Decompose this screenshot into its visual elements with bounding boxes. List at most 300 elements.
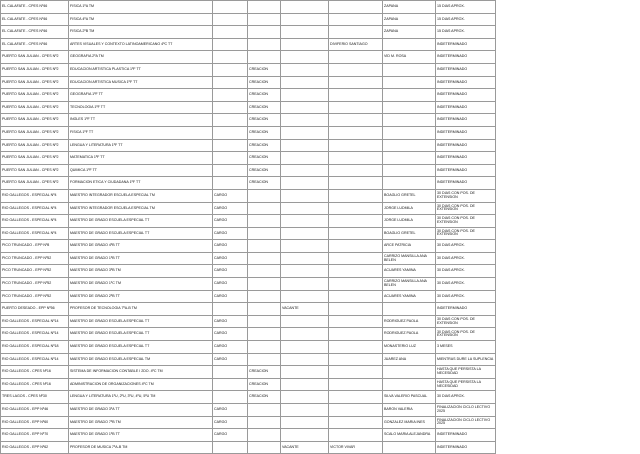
holder-cell [329,126,383,139]
school-cell: RIO GALLEGOS - ESPECIAL Nº4 [1,189,69,202]
table-body [1,1,496,454]
creation-cell [248,1,281,14]
vacancy-cell [281,26,329,39]
type-cell [213,164,248,177]
vacancy-cell [281,240,329,253]
duration-cell: 15 DIAS APROX. [436,1,496,14]
subject-cell: SISTEMA DE INFORMACION CONTABLE I 2DO. 4ºC TM [69,366,213,379]
holder-cell [329,416,383,429]
subject-cell: MAESTRO DE GRADO ESCUELA ESPECIAL TM [69,353,213,366]
type-cell [213,139,248,152]
duration-cell: 30 DIAS APROX. [436,278,496,291]
table-row [1,404,496,417]
holder-cell [329,341,383,354]
vacancy-cell [281,114,329,127]
school-cell: RIO GALLEGOS - ESPECIAL Nº14 [1,315,69,328]
subject-cell: MAESTRO DE GRADO 1ºB TT [69,429,213,442]
vacancy-cell [281,227,329,240]
holder-cell [329,89,383,102]
type-cell: CARGO [213,290,248,303]
school-cell: RIO GALLEGOS - CPES Nº16 [1,366,69,379]
subject-cell: MATEMATICA 1ºF TT [69,152,213,165]
duration-cell: 3 MESES [436,341,496,354]
table-row [1,89,496,102]
table-row [1,366,496,379]
type-cell: CARGO [213,416,248,429]
creation-cell: CREACION [248,391,281,404]
subject-cell: QUIMICA 1ºF TT [69,164,213,177]
table-row [1,278,496,291]
type-cell [213,391,248,404]
vacancy-cell [281,278,329,291]
creation-cell [248,189,281,202]
substitute-cell [383,63,436,76]
school-cell: PICO TRUNCADO - EPP Nº52 [1,265,69,278]
table-row [1,252,496,265]
duration-cell: INDETERMINADO [436,441,496,454]
type-cell [213,114,248,127]
type-cell [213,441,248,454]
school-cell: RIO GALLEGOS - CPES Nº16 [1,378,69,391]
type-cell [213,366,248,379]
creation-cell [248,328,281,341]
vacancy-cell [281,152,329,165]
vacancy-cell [281,202,329,215]
substitute-cell: CARRIZO MANSILLA ANA BELEN [383,278,436,291]
type-cell [213,89,248,102]
holder-cell [329,114,383,127]
vacancy-cell [281,164,329,177]
subject-cell: FISICA 1ºA TM [69,1,213,14]
subject-cell: PROFESOR DE MUSICA 7ºA-B TM [69,441,213,454]
holder-cell [329,290,383,303]
table-row [1,76,496,89]
table-row [1,114,496,127]
duration-cell: 30 DIAS CON POS. DE EXTENSION [436,215,496,228]
substitute-cell: ZAPANA [383,13,436,26]
type-cell: CARGO [213,189,248,202]
table-row [1,328,496,341]
subject-cell: MAESTRO INTEGRADOR ESCUELA ESPECIAL TM [69,189,213,202]
creation-cell: CREACION [248,63,281,76]
type-cell [213,26,248,39]
creation-cell: CREACION [248,366,281,379]
duration-cell: INDETERMINADO [436,38,496,51]
creation-cell: CREACION [248,101,281,114]
creation-cell [248,252,281,265]
substitute-cell: JUAREZ ANA [383,353,436,366]
substitute-cell: BARON VALERIA [383,404,436,417]
type-cell: CARGO [213,278,248,291]
substitute-cell: RODRIGUEZ PAOLA [383,315,436,328]
holder-cell [329,152,383,165]
type-cell: CARGO [213,265,248,278]
school-cell: PUERTO SAN JULIAN - CPES Nº2 [1,101,69,114]
vacancy-cell [281,139,329,152]
school-cell: RIO GALLEGOS - ESPECIAL Nº4 [1,215,69,228]
vacancy-cell [281,353,329,366]
school-cell: TRES LAGOS - CPES Nº30 [1,391,69,404]
vacancy-cell [281,126,329,139]
type-cell [213,126,248,139]
duration-cell: INDETERMINADO [436,164,496,177]
duration-cell: INDETERMINADO [436,114,496,127]
substitute-cell: ACUARES YAMINA [383,290,436,303]
creation-cell [248,341,281,354]
school-cell: PICO TRUNCADO - EPP Nº52 [1,290,69,303]
substitute-cell: BOAGLIO GRETEL [383,189,436,202]
school-cell: RIO GALLEGOS - EPP Nº62 [1,441,69,454]
subject-cell: ARTES VISUALES Y CONTEXTO LATINOAMERICANO 4ºC TT [69,38,213,51]
type-cell: CARGO [213,341,248,354]
school-cell: EL CALAFATE - CPES Nº46 [1,1,69,14]
vacancy-cell [281,38,329,51]
subject-cell: FISICA 4ºA TM [69,13,213,26]
substitute-cell [383,114,436,127]
substitute-cell: JORGE LUDMILA [383,202,436,215]
substitute-cell: GONZALEZ MARIA INES [383,416,436,429]
holder-cell [329,202,383,215]
substitute-cell [383,378,436,391]
school-cell: PUERTO SAN JULIAN - CPES Nº2 [1,63,69,76]
vacancy-cell [281,341,329,354]
duration-cell: INDETERMINADO [436,177,496,190]
creation-cell [248,290,281,303]
holder-cell [329,391,383,404]
holder-cell [329,240,383,253]
school-cell: EL CALAFATE - CPES Nº46 [1,38,69,51]
vacancy-cell [281,63,329,76]
creation-cell [248,441,281,454]
vacancy-cell: VACANTE [281,303,329,316]
creation-cell: CREACION [248,177,281,190]
creation-cell [248,227,281,240]
vacancy-cell [281,391,329,404]
subject-cell: MAESTRO DE GRADO 3ºA TT [69,404,213,417]
type-cell: CARGO [213,328,248,341]
creation-cell [248,353,281,366]
substitute-cell: SILVA VALERIO PASCUAL [383,391,436,404]
subject-cell: MAESTRO DE GRADO ESCUELA ESPECIAL TT [69,315,213,328]
school-cell: PUERTO SAN JULIAN - CPES Nº2 [1,177,69,190]
holder-cell [329,164,383,177]
holder-cell [329,63,383,76]
holder-cell [329,177,383,190]
holder-cell [329,303,383,316]
table-row [1,303,496,316]
vacancy-cell [281,328,329,341]
duration-cell: 30 DIAS CON POS. DE EXTENSION [436,227,496,240]
table-row [1,1,496,14]
school-cell: PUERTO SAN JULIAN - CPES Nº2 [1,76,69,89]
subject-cell: LENGUA Y LITERATURA 1ºU, 2ºU, 3ºU, 4ºU, 5ºU TM [69,391,213,404]
substitute-cell [383,303,436,316]
school-cell: PUERTO SAN JULIAN - CPES Nº2 [1,114,69,127]
type-cell: CARGO [213,404,248,417]
duration-cell: FINALIZACION CICLO LECTIVO 2025 [436,404,496,417]
subject-cell: MAESTRO INTEGRADOR ESCUELA ESPECIAL TM [69,202,213,215]
holder-cell [329,13,383,26]
creation-cell [248,202,281,215]
duration-cell: 15 DIAS APROX. [436,26,496,39]
substitute-cell [383,38,436,51]
creation-cell: CREACION [248,126,281,139]
table-row [1,152,496,165]
subject-cell: EDUCACION ARTISTICA MUSICA 1ºF TT [69,76,213,89]
vacancy-cell [281,13,329,26]
subject-cell: MAESTRO DE GRADO 1ºB TT [69,252,213,265]
duration-cell: 30 DIAS APROX. [436,240,496,253]
subject-cell: MAESTRO DE GRADO ESCUELA ESPECIAL TT [69,328,213,341]
table-row [1,63,496,76]
creation-cell [248,38,281,51]
duration-cell: FINALIZACION CICLO LECTIVO 2025 [436,416,496,429]
subject-cell: MAESTRO DE GRADO ESCUELA ESPECIAL TT [69,215,213,228]
holder-cell [329,76,383,89]
vacancy-cell [281,252,329,265]
duration-cell: 30 DIAS CON POS. DE EXTENSION [436,315,496,328]
school-cell: PUERTO DESEADO - EPP Nº56 [1,303,69,316]
type-cell: CARGO [213,429,248,442]
substitute-cell [383,139,436,152]
substitute-cell: ARCE PATRICIA [383,240,436,253]
holder-cell [329,378,383,391]
vacancy-cell [281,1,329,14]
creation-cell [248,215,281,228]
school-cell: PUERTO SAN JULIAN - CPES Nº2 [1,139,69,152]
type-cell [213,38,248,51]
school-cell: RIO GALLEGOS - ESPECIAL Nº18 [1,341,69,354]
substitute-cell: ACUARES YAMINA [383,265,436,278]
type-cell: CARGO [213,353,248,366]
subject-cell: LENGUA Y LITERATURA 1ºF TT [69,139,213,152]
school-cell: PUERTO SAN JULIAN - CPES Nº2 [1,126,69,139]
subject-cell: FISICA 2ºB TM [69,26,213,39]
table-row [1,26,496,39]
vacancy-cell [281,177,329,190]
table-row [1,227,496,240]
subject-cell: FORMACION ETICA Y CIUDADANA 1ºF TT [69,177,213,190]
school-cell: PICO TRUNCADO - EPP Nº52 [1,278,69,291]
type-cell [213,303,248,316]
holder-cell [329,1,383,14]
creation-cell [248,240,281,253]
type-cell: CARGO [213,215,248,228]
creation-cell: CREACION [248,114,281,127]
subject-cell: TECNOLOGIA 1ºF TT [69,101,213,114]
table-row [1,126,496,139]
holder-cell [329,189,383,202]
type-cell: CARGO [213,240,248,253]
school-cell: PUERTO SAN JULIAN - CPES Nº2 [1,89,69,102]
school-cell: RIO GALLEGOS - ESPECIAL Nº4 [1,202,69,215]
duration-cell: 30 DIAS CON POS. DE EXTENSION [436,328,496,341]
table-row [1,13,496,26]
substitute-cell: VID M. ROSA [383,51,436,64]
substitute-cell: RODRIGUEZ PAOLA [383,328,436,341]
creation-cell [248,315,281,328]
vacancy-cell [281,416,329,429]
type-cell [213,1,248,14]
school-cell: PICO TRUNCADO - EPP Nº52 [1,252,69,265]
duration-cell: HASTA QUE PERSISTA LA NECESIDAD [436,378,496,391]
holder-cell [329,215,383,228]
vacancy-cell [281,215,329,228]
duration-cell: 30 DIAS APROX. [436,391,496,404]
substitute-cell: SCALO MARIA ALEJANDRA [383,429,436,442]
table-row [1,51,496,64]
vacancy-cell [281,290,329,303]
vacancy-cell [281,315,329,328]
duration-cell: INDETERMINADO [436,126,496,139]
holder-cell [329,278,383,291]
subject-cell: MAESTRO DE GRADO ESCUELA ESPECIAL TT [69,227,213,240]
vacancy-cell: VACANTE [281,441,329,454]
duration-cell: INDETERMINADO [436,76,496,89]
substitute-cell [383,177,436,190]
creation-cell: CREACION [248,378,281,391]
type-cell [213,152,248,165]
school-cell: RIO GALLEGOS - ESPECIAL Nº4 [1,227,69,240]
creation-cell [248,404,281,417]
substitute-cell [383,164,436,177]
school-cell: EL CALAFATE - CPES Nº46 [1,26,69,39]
duration-cell: INDETERMINADO [436,51,496,64]
vacancy-cell [281,404,329,417]
creation-cell: CREACION [248,164,281,177]
table-row [1,189,496,202]
table-row [1,378,496,391]
type-cell [213,378,248,391]
vacancy-cell [281,265,329,278]
substitute-cell [383,101,436,114]
school-cell: RIO GALLEGOS - EPP Nº46 [1,404,69,417]
type-cell [213,177,248,190]
holder-cell: VICTOR VIVAR [329,441,383,454]
subject-cell: INGLES 1ºF TT [69,114,213,127]
duration-cell: HASTA QUE PERSISTA LA NECESIDAD [436,366,496,379]
creation-cell [248,429,281,442]
school-cell: PUERTO SAN JULIAN - CPES Nº2 [1,152,69,165]
type-cell: CARGO [213,315,248,328]
holder-cell [329,26,383,39]
creation-cell [248,416,281,429]
holder-cell [329,366,383,379]
duration-cell: 15 DIAS APROX. [436,13,496,26]
subject-cell: MAESTRO DE GRADO 2ºB TT [69,290,213,303]
duration-cell: INDETERMINADO [436,101,496,114]
substitute-cell: MONASTERIO LUZ [383,341,436,354]
table-row [1,315,496,328]
table-row [1,429,496,442]
substitute-cell [383,126,436,139]
table-row [1,202,496,215]
school-cell: EL CALAFATE - CPES Nº46 [1,13,69,26]
type-cell: CARGO [213,252,248,265]
school-cell: PUERTO SAN JULIAN - CPES Nº2 [1,51,69,64]
holder-cell [329,139,383,152]
duration-cell: INDETERMINADO [436,152,496,165]
vacancy-cell [281,189,329,202]
table-row [1,353,496,366]
vacancy-cell [281,429,329,442]
type-cell [213,13,248,26]
subject-cell: GEOGRAFIA 1ºF TT [69,89,213,102]
duration-cell: INDETERMINADO [436,303,496,316]
holder-cell [329,328,383,341]
holder-cell [329,315,383,328]
table-row [1,177,496,190]
holder-cell [329,265,383,278]
duration-cell: 30 DIAS APROX. [436,290,496,303]
creation-cell: CREACION [248,152,281,165]
table-row [1,416,496,429]
table-row [1,391,496,404]
table-row [1,341,496,354]
table-row [1,38,496,51]
table-row [1,215,496,228]
subject-cell: MAESTRO DE GRADO 3ºB TM [69,265,213,278]
substitute-cell: CARRIZO MANSILLA ANA BELEN [383,252,436,265]
school-cell: PUERTO SAN JULIAN - CPES Nº2 [1,164,69,177]
table-row [1,139,496,152]
substitute-cell: JORGE LUDMILA [383,215,436,228]
type-cell [213,76,248,89]
holder-cell [329,353,383,366]
table-row [1,265,496,278]
duration-cell: INDETERMINADO [436,63,496,76]
table-row [1,101,496,114]
table-row [1,240,496,253]
substitute-cell [383,366,436,379]
subject-cell: ADMINISTRACION DE ORGANIZACIONES 4ºC TM [69,378,213,391]
duration-cell: INDETERMINADO [436,89,496,102]
school-cell: RIO GALLEGOS - ESPECIAL Nº14 [1,328,69,341]
creation-cell: CREACION [248,139,281,152]
holder-cell [329,101,383,114]
duration-cell: 30 DIAS APROX. [436,265,496,278]
substitute-cell [383,76,436,89]
creation-cell [248,26,281,39]
subject-cell: GEOGRAFIA 2ºA TM [69,51,213,64]
type-cell: CARGO [213,227,248,240]
type-cell [213,101,248,114]
school-cell: RIO GALLEGOS - EPP Nº70 [1,429,69,442]
holder-cell [329,51,383,64]
table-row [1,164,496,177]
creation-cell: CREACION [248,89,281,102]
substitute-cell [383,441,436,454]
type-cell [213,63,248,76]
substitute-cell [383,152,436,165]
creation-cell: CREACION [248,76,281,89]
creation-cell [248,13,281,26]
subject-cell: MAESTRO DE GRADO 7ºB TM [69,416,213,429]
creation-cell [248,278,281,291]
creation-cell [248,51,281,64]
subject-cell: FISICA 1ºF TT [69,126,213,139]
vacancy-cell [281,366,329,379]
type-cell: CARGO [213,202,248,215]
type-cell [213,51,248,64]
subject-cell: MAESTRO DE GRADO 1ºC TM [69,278,213,291]
holder-cell [329,227,383,240]
vacancy-cell [281,51,329,64]
substitute-cell: BOAGLIO GRETEL [383,227,436,240]
duration-cell: MIENTRAS DURE LA SUPLENCIA [436,353,496,366]
duration-cell: 30 DIAS APROX. [436,252,496,265]
school-cell: RIO GALLEGOS - EPP Nº60 [1,416,69,429]
